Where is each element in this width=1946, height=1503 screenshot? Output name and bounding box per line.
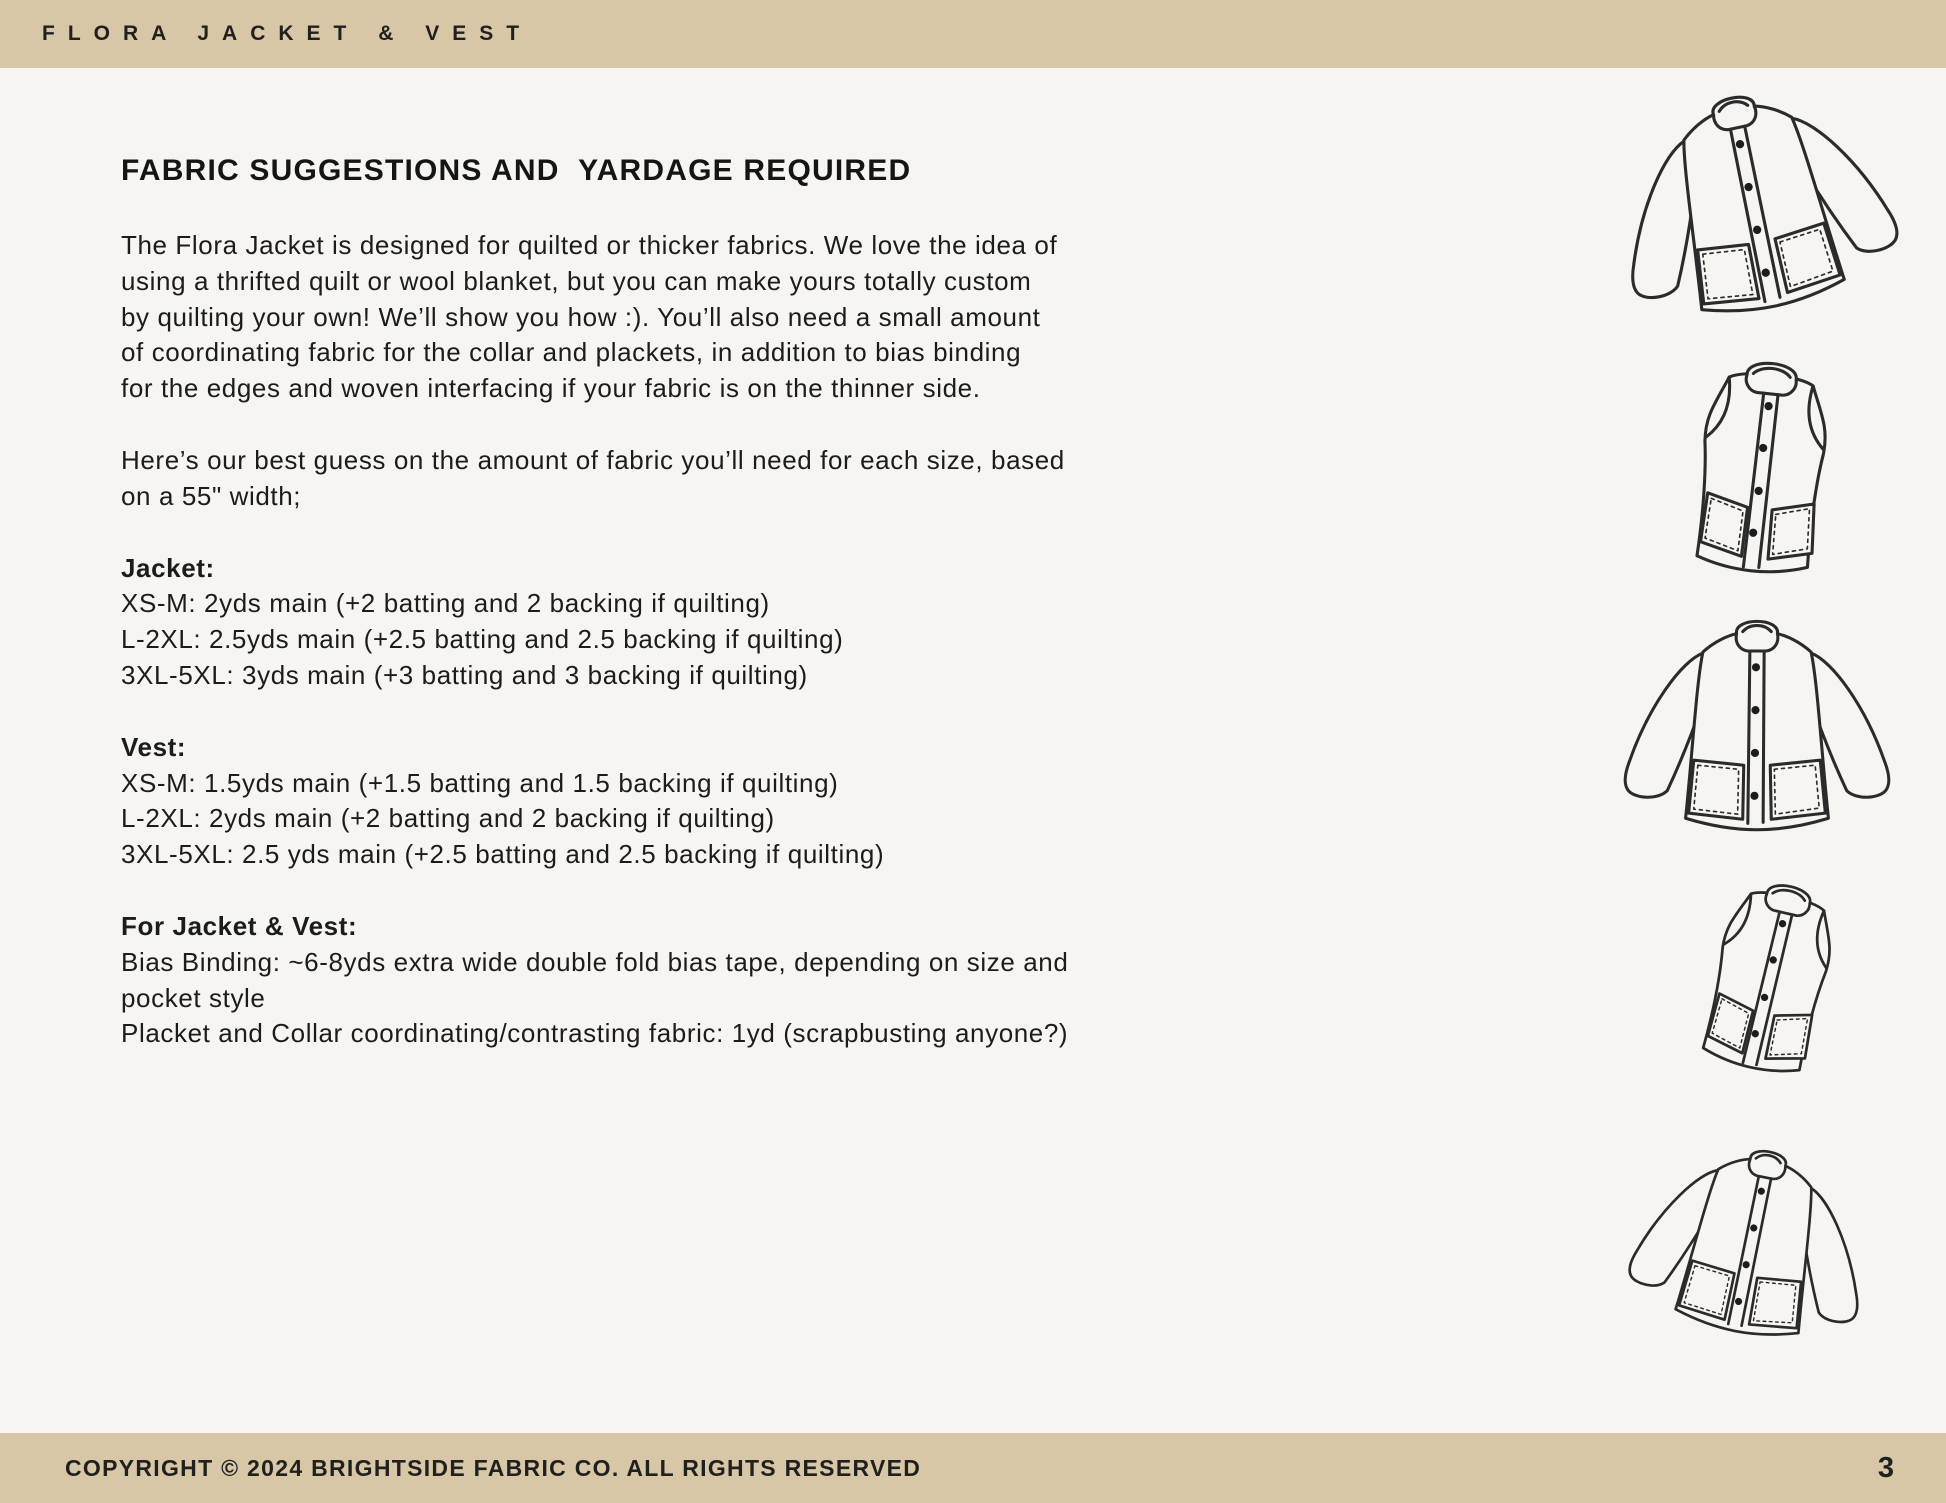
yardage-line: L-2XL: 2.5yds main (+2.5 batting and 2.5 backing if quilting) — [121, 624, 844, 655]
text-line: using a thrifted quilt or wool blanket, but you can make yours totally custom — [121, 265, 1032, 296]
text-line: Here’s our best guess on the amount of fabric you’ll need for each size, based — [121, 444, 1065, 475]
text-line: The Flora Jacket is designed for quilted or thicker fabrics. We love the idea of — [121, 230, 1058, 260]
copyright-text: COPYRIGHT © 2024 BRIGHTSIDE FABRIC CO. ALL RIGHTS RESERVED — [65, 1454, 922, 1481]
text-line: for the edges and woven interfacing if your fabric is on the thinner side. — [121, 373, 981, 404]
jacket-illustration — [1598, 1103, 1906, 1386]
yardage-line: XS-M: 2yds main (+2 batting and 2 backing if quilting) — [121, 588, 770, 619]
page-number: 3 — [1877, 1451, 1894, 1484]
yardage-line: Bias Binding: ~6-8yds extra wide double fold bias tape, depending on size and — [121, 946, 1069, 977]
main-content — [121, 68, 1331, 1088]
intro-paragraph — [121, 228, 1331, 407]
jacket-and-vest-section-title: For Jacket & Vest: — [121, 910, 358, 941]
jacket-yardage-section — [121, 551, 1331, 694]
jacket-illustration — [1575, 50, 1932, 359]
vest-illustration — [1652, 849, 1889, 1107]
yardage-line: 3XL-5XL: 2.5 yds main (+2.5 batting and 2.5 backing if quilting) — [121, 839, 885, 870]
vest-illustration — [1642, 334, 1883, 602]
text-line: by quilting your own! We’ll show you how :). You’ll also need a small amount — [121, 301, 1041, 332]
text-line: on a 55" width; — [121, 480, 302, 511]
vest-section-title: Vest: — [121, 731, 187, 762]
best-guess-paragraph — [121, 443, 1331, 515]
yardage-line: 3XL-5XL: 3yds main (+3 batting and 3 backing if quilting) — [121, 659, 808, 690]
yardage-line: Placket and Collar coordinating/contrasting fabric: 1yd (scrapbusting anyone?) — [121, 1018, 1069, 1049]
jacket-illustration — [1604, 606, 1910, 851]
text-line: of coordinating fabric for the collar and plackets, in addition to bias binding — [121, 337, 1022, 368]
page-title: FLORA JACKET & VEST — [42, 22, 533, 45]
jacket-section-title: Jacket: — [121, 552, 215, 583]
yardage-line: pocket style — [121, 982, 266, 1013]
vest-yardage-section — [121, 730, 1331, 873]
footer-bar — [0, 1433, 1946, 1503]
yardage-line: XS-M: 1.5yds main (+1.5 batting and 1.5 backing if quilting) — [121, 767, 839, 798]
illustration-column — [1546, 0, 1946, 1433]
jacket-and-vest-section — [121, 909, 1331, 1052]
section-heading: FABRIC SUGGESTIONS AND YARDAGE REQUIRED — [121, 154, 912, 187]
yardage-line: L-2XL: 2yds main (+2 batting and 2 backing if quilting) — [121, 803, 775, 834]
